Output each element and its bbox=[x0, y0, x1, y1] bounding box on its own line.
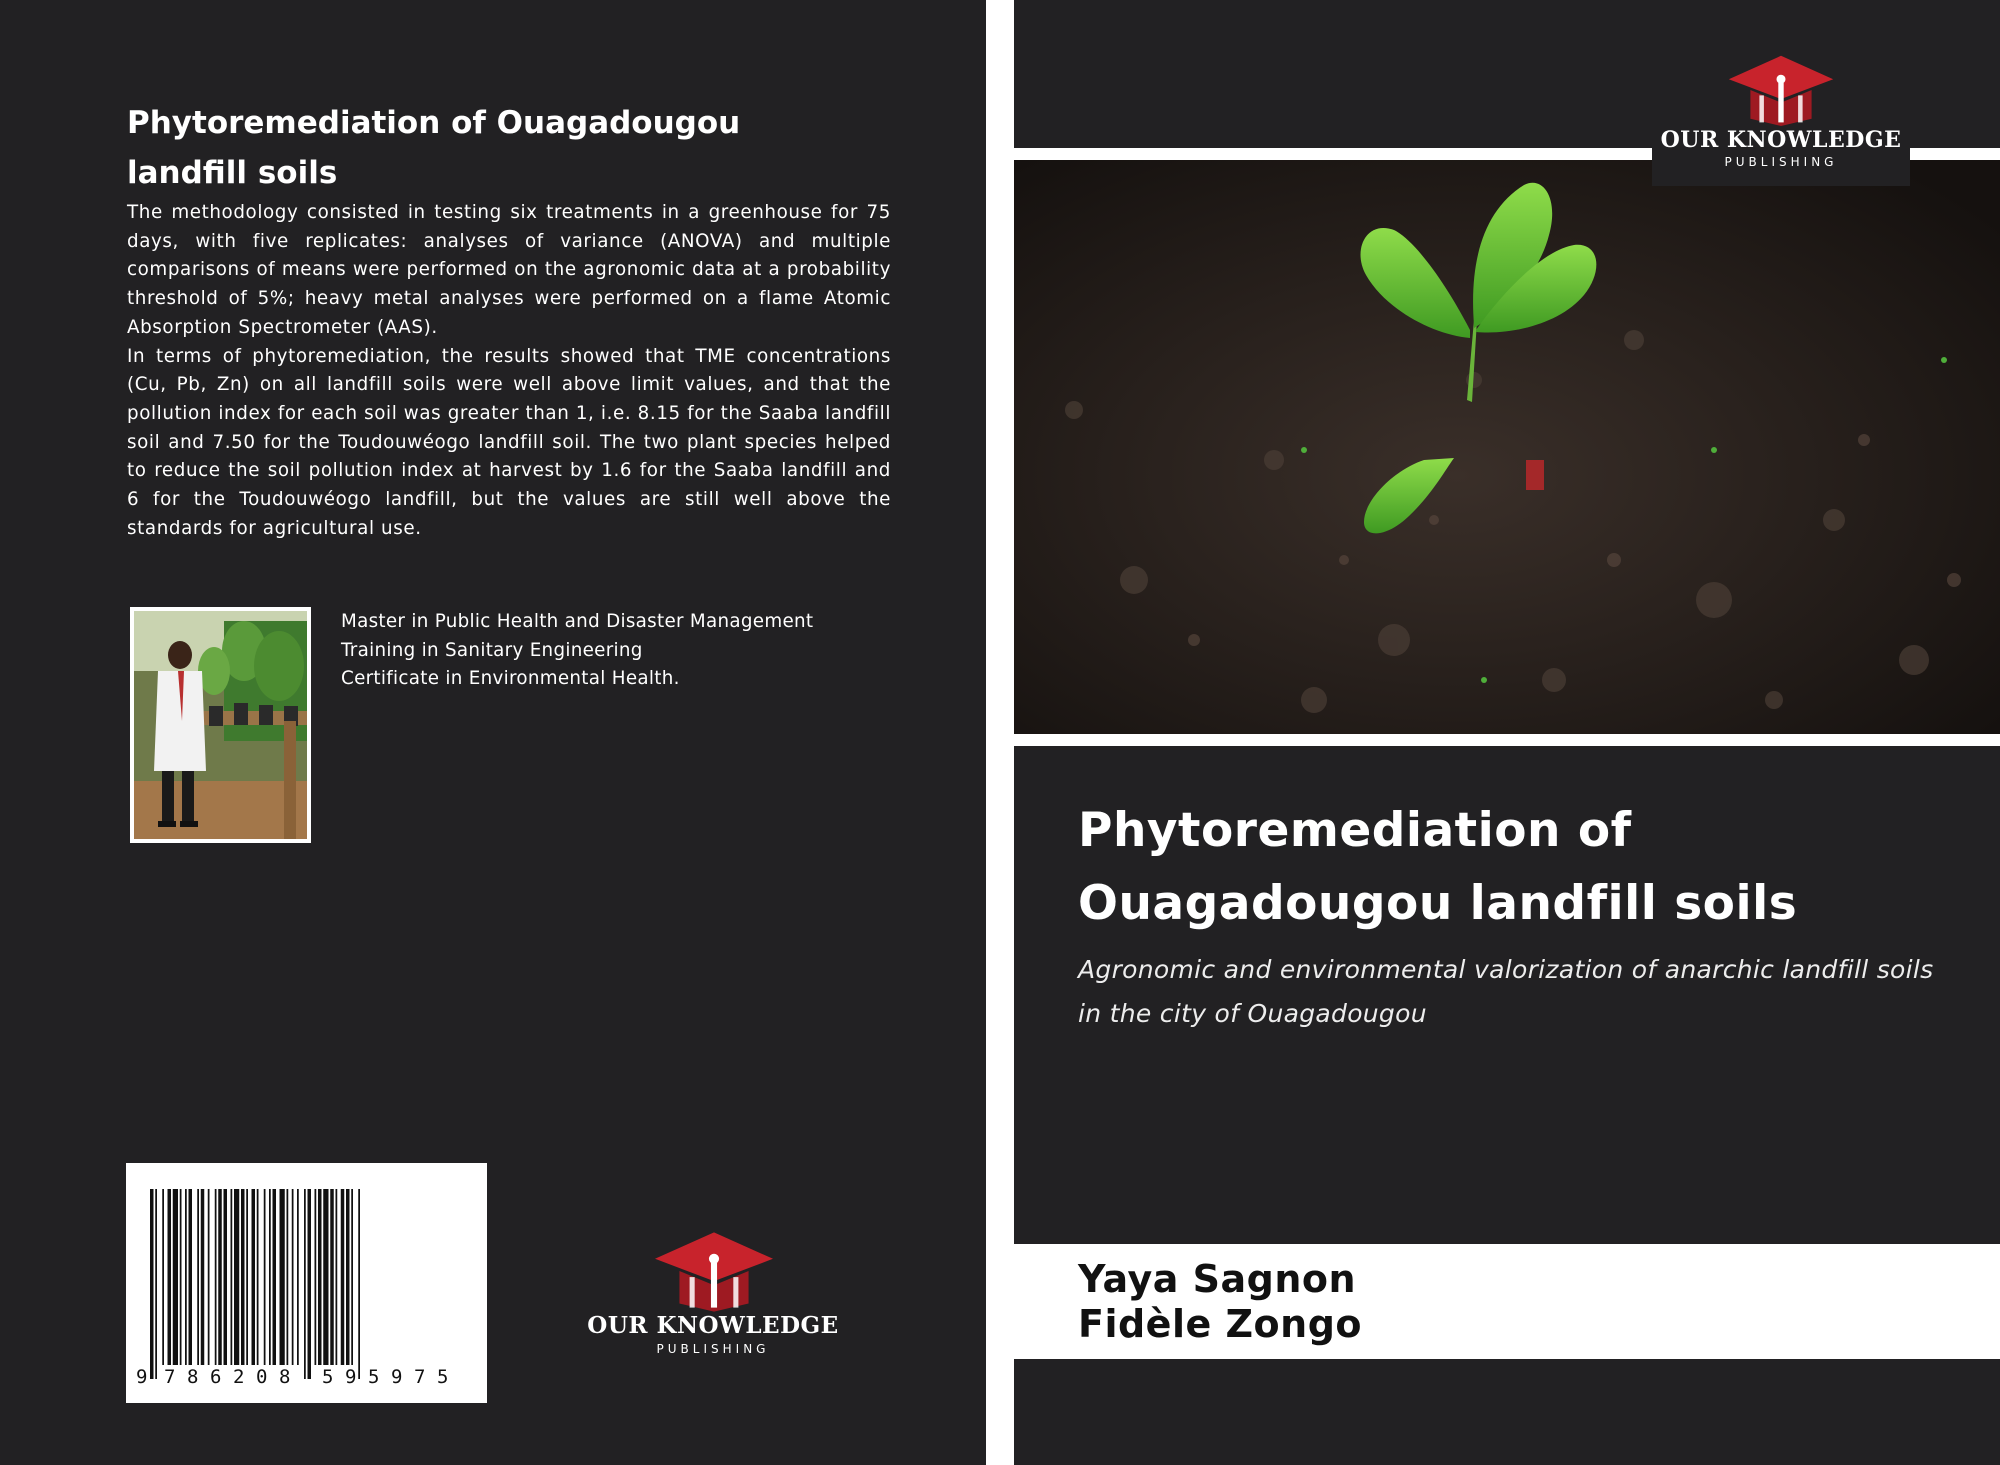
barcode-bar bbox=[173, 1189, 178, 1365]
isbn-digits bbox=[126, 1366, 487, 1392]
barcode-bar bbox=[168, 1189, 172, 1365]
barcode-bar bbox=[358, 1189, 360, 1379]
barcode-bar bbox=[308, 1189, 312, 1379]
blurb-paragraph-methodology: The methodology consisted in testing six treatments in a greenhouse for 75 days, with five replicates: analyses of variance (ANOVA) and multiple comparisons of means were performed on the agronomic data at a probability threshold of 5%; heavy metal analyses were performed on a flame Atomic Absorption Spectrometer (AAS). bbox=[127, 202, 891, 338]
isbn-digit: 9 bbox=[136, 1366, 148, 1388]
front-cover-title bbox=[1078, 794, 1958, 940]
author-photo bbox=[130, 607, 311, 843]
blurb-paragraph-results: In terms of phytoremediation, the results showed that TME concentrations (Cu, Pb, Zn) on all landfill soils were well above limit values, and that the pollution index for each soil was greater than 1, i.e. 8.15 for the Saaba landfill soil and 7.50 for the Toudouwéogo landfill soil. The two plant species helped to reduce the soil pollution index at harvest by 1.6 for the Saaba landfill and 6 for the Toudouwéogo landfill, but the values are still well above the standards for agricultural use. bbox=[127, 345, 891, 539]
author-name: Yaya Sagnon bbox=[1078, 1257, 1357, 1301]
barcode-bar bbox=[351, 1189, 353, 1365]
barcode-bar bbox=[208, 1189, 210, 1365]
barcode-bar bbox=[201, 1189, 205, 1365]
barcode-bar bbox=[224, 1189, 228, 1365]
front-bottom-band bbox=[1014, 1359, 2000, 1465]
barcode-bar bbox=[197, 1189, 199, 1365]
isbn-digit: 8 bbox=[187, 1366, 199, 1388]
front-title-line: Phytoremediation of bbox=[1078, 803, 1632, 858]
publisher-logo-front bbox=[1652, 54, 1910, 174]
barcode-bar bbox=[150, 1189, 154, 1379]
barcode-bar bbox=[341, 1189, 345, 1365]
barcode-bar bbox=[269, 1189, 271, 1365]
front-title-panel bbox=[1014, 746, 2000, 1244]
back-cover-title: Phytoremediation of Ouagadougou landfill soils bbox=[127, 105, 741, 191]
isbn-digit: 8 bbox=[279, 1366, 291, 1388]
publisher-tagline: PUBLISHING bbox=[1724, 155, 1838, 169]
barcode-bar bbox=[323, 1189, 328, 1365]
barcode-bar bbox=[318, 1189, 322, 1365]
isbn-digit: 5 bbox=[437, 1366, 449, 1388]
barcode-bar bbox=[297, 1189, 299, 1365]
barcode-bar bbox=[185, 1189, 187, 1365]
isbn-digit: 7 bbox=[414, 1366, 426, 1388]
author-bio-line: Certificate in Environmental Health. bbox=[341, 668, 680, 690]
isbn-digit: 7 bbox=[164, 1366, 176, 1388]
front-cover bbox=[1014, 0, 2000, 1465]
isbn-barcode bbox=[126, 1163, 487, 1403]
publisher-logo-back bbox=[583, 1230, 843, 1360]
barcode-bar bbox=[180, 1189, 182, 1365]
barcode-bar bbox=[287, 1189, 289, 1365]
author-strip bbox=[1014, 1244, 2000, 1359]
barcode-bar bbox=[162, 1189, 164, 1365]
isbn-digit: 0 bbox=[256, 1366, 268, 1388]
publisher-name: OUR KNOWLEDGE bbox=[587, 1312, 839, 1339]
publisher-tagline: PUBLISHING bbox=[656, 1342, 770, 1356]
barcode-bar bbox=[215, 1189, 217, 1365]
back-cover-blurb bbox=[127, 199, 891, 543]
barcode-bar bbox=[346, 1189, 350, 1365]
back-cover bbox=[0, 0, 986, 1465]
barcode-bar bbox=[336, 1189, 338, 1365]
isbn-digit: 5 bbox=[322, 1366, 334, 1388]
author-bio bbox=[341, 608, 901, 694]
front-title-line: Ouagadougou landfill soils bbox=[1078, 876, 1798, 931]
isbn-digit: 2 bbox=[233, 1366, 245, 1388]
author-name: Fidèle Zongo bbox=[1078, 1302, 1363, 1346]
barcode-bar bbox=[231, 1189, 233, 1365]
isbn-digit: 9 bbox=[345, 1366, 357, 1388]
author-bio-line: Training in Sanitary Engineering bbox=[341, 639, 643, 661]
barcode-bar bbox=[257, 1189, 259, 1365]
author-bio-line: Master in Public Health and Disaster Management bbox=[341, 611, 814, 632]
barcode-bar bbox=[273, 1189, 277, 1365]
barcode-bar bbox=[315, 1189, 317, 1365]
barcode-bar bbox=[241, 1189, 245, 1365]
graduation-cap-icon bbox=[653, 1230, 775, 1312]
barcode-bar bbox=[218, 1189, 222, 1365]
isbn-digit: 6 bbox=[210, 1366, 222, 1388]
barcode-bar bbox=[264, 1189, 266, 1365]
isbn-digit: 5 bbox=[368, 1366, 380, 1388]
barcode-bar bbox=[246, 1189, 248, 1365]
barcode-bar bbox=[292, 1189, 294, 1365]
barcode-bar bbox=[234, 1189, 239, 1365]
graduation-cap-icon bbox=[1725, 54, 1837, 126]
front-logo-tab bbox=[1652, 0, 1910, 186]
barcode-bar bbox=[252, 1189, 256, 1365]
barcode-bar bbox=[304, 1189, 306, 1379]
barcode-bar bbox=[330, 1189, 334, 1365]
front-cover-subtitle: Agronomic and environmental valorization of anarchic landfill soils in the city of Ouagadougou bbox=[1078, 955, 1934, 1028]
publisher-name: OUR KNOWLEDGE bbox=[1660, 127, 1902, 153]
cover-photo-seedling bbox=[1014, 160, 2000, 734]
barcode-bar bbox=[280, 1189, 285, 1365]
isbn-digit: 9 bbox=[391, 1366, 403, 1388]
barcode-bar bbox=[155, 1189, 157, 1379]
barcode-bar bbox=[189, 1189, 193, 1365]
